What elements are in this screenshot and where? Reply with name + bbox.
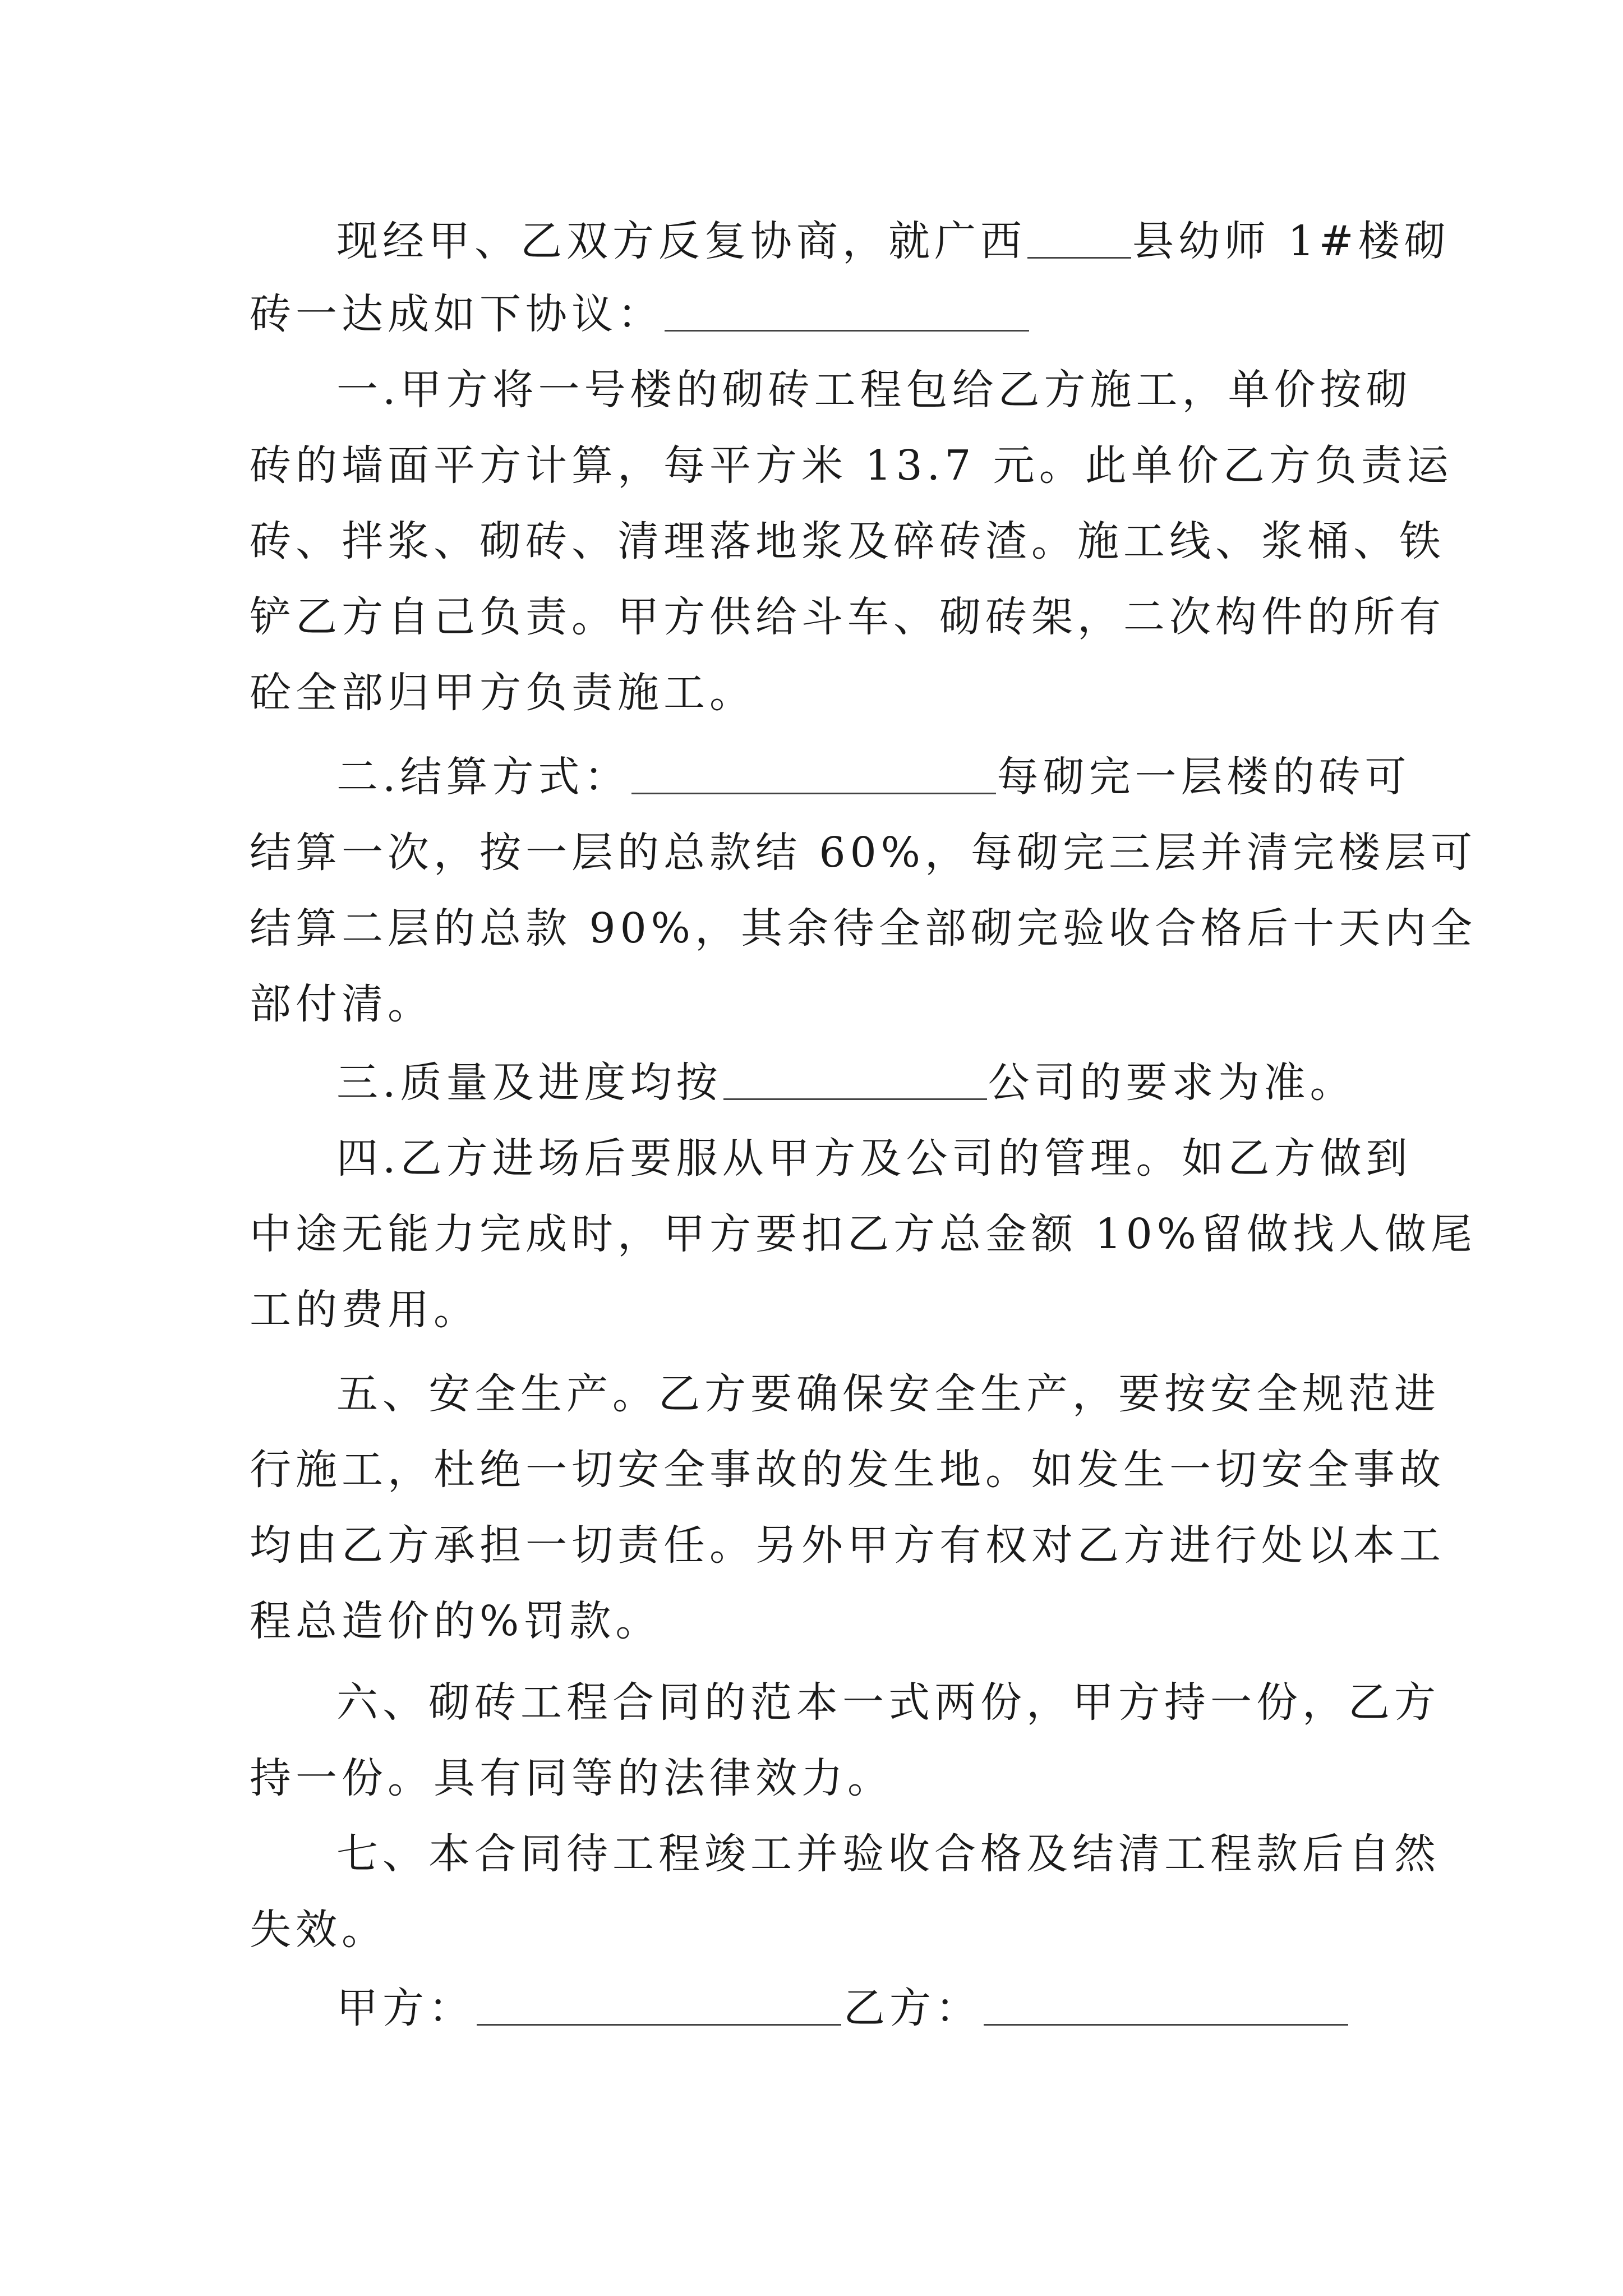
clause-4-line-2: 中途无能力完成时，甲方要扣乙方总金额 10%留做找人做尾 — [250, 1210, 1477, 1258]
clause-1-line-4: 铲乙方自己负责。甲方供给斗车、砌砖架，二次构件的所有 — [250, 593, 1445, 641]
clause-5-line-4: 程总造价的%罚款。 — [250, 1597, 662, 1645]
clause-5-line-1: 五、安全生产。乙方要确保安全生产，要按安全规范进 — [336, 1370, 1440, 1418]
party-b-signature-blank — [984, 1984, 1348, 2026]
clause-2-line-1 — [0, 746, 1623, 808]
clause-3-text-1a: 三.质量及进度均按 — [336, 1059, 722, 1107]
clause-1-line-2: 砖的墙面平方计算，每平方米 13.7 元。此单价乙方负责运 — [250, 441, 1453, 490]
party-b-label: 乙方： — [843, 1984, 981, 2032]
clause-2-text-1a: 二.结算方式： — [336, 753, 630, 801]
clause-5-line-2: 行施工，杜绝一切安全事故的发生地。如发生一切安全事故 — [250, 1446, 1445, 1494]
intro-line-1 — [0, 210, 1623, 272]
intro-text-1a: 现经甲、乙双方反复协商，就广西 — [336, 217, 1026, 265]
agreement-blank — [665, 289, 1029, 332]
settlement-blank — [631, 752, 996, 794]
party-a-signature-blank — [477, 1984, 841, 2026]
clause-1-line-1: 一.甲方将一号楼的砌砖工程包给乙方施工，单价按砌 — [336, 366, 1412, 414]
clause-2-line-2: 结算一次，按一层的总款结 60%，每砌完三层并清完楼层可 — [250, 829, 1477, 877]
intro-line-2 — [0, 283, 1623, 345]
clause-7-line-1: 七、本合同待工程竣工并验收合格及结清工程款后自然 — [336, 1830, 1440, 1878]
signature-line — [0, 1977, 1623, 2039]
intro-text-1b: 县幼师 1#楼砌 — [1132, 217, 1450, 265]
party-a-label: 甲方： — [336, 1984, 474, 2032]
clause-1-line-5: 砼全部归甲方负责施工。 — [250, 669, 755, 717]
company-blank — [723, 1058, 987, 1100]
clause-4-line-1: 四.乙方进场后要服从甲方及公司的管理。如乙方做到 — [336, 1134, 1412, 1182]
clause-1-line-3: 砖、拌浆、砌砖、清理落地浆及碎砖渣。施工线、浆桶、铁 — [250, 517, 1445, 565]
clause-6-line-2: 持一份。具有同等的法律效力。 — [250, 1754, 893, 1802]
clause-4-line-3: 工的费用。 — [250, 1286, 479, 1334]
clause-2-line-3: 结算二层的总款 90%，其余待全部砌完验收合格后十天内全 — [250, 904, 1477, 953]
intro-text-2: 砖一达成如下协议： — [250, 290, 663, 338]
clause-6-line-1: 六、砌砖工程合同的范本一式两份，甲方持一份，乙方 — [336, 1678, 1440, 1727]
clause-5-line-3: 均由乙方承担一切责任。另外甲方有权对乙方进行处以本工 — [250, 1521, 1445, 1570]
clause-2-text-1b: 每砌完一层楼的砖可 — [997, 753, 1411, 801]
county-blank — [1027, 217, 1131, 259]
clause-7-line-2: 失效。 — [250, 1906, 388, 1954]
clause-3-text-1b: 公司的要求为准。 — [988, 1059, 1356, 1107]
clause-3-line-1 — [0, 1052, 1623, 1114]
clause-2-line-4: 部付清。 — [250, 980, 434, 1028]
